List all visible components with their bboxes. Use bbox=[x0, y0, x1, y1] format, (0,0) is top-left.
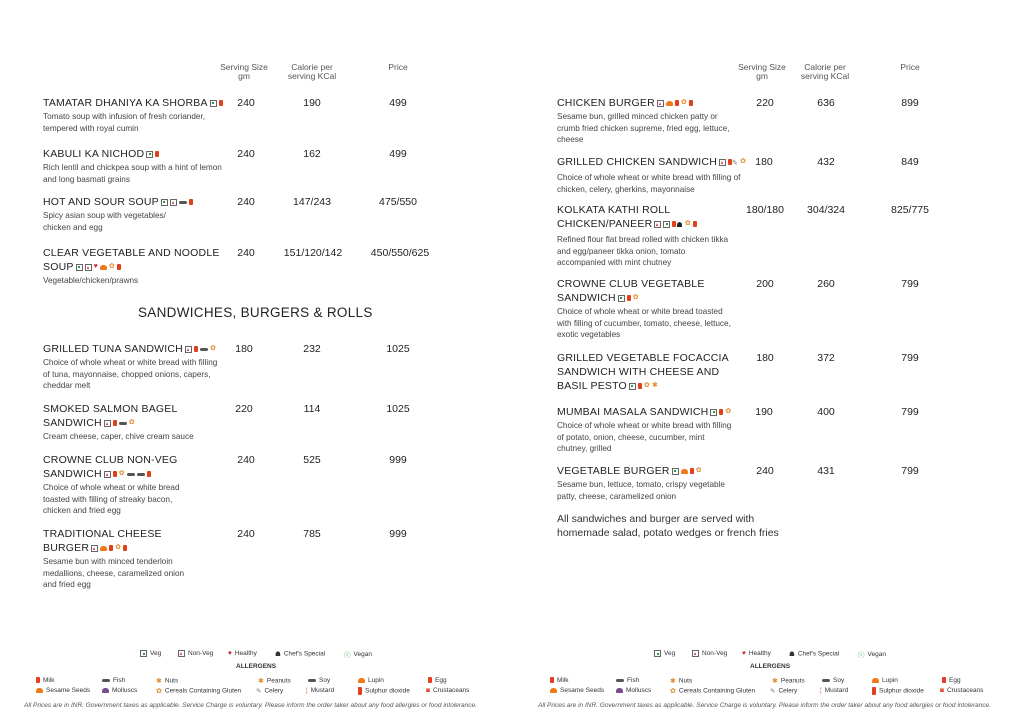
legend-nuts: ✱ Nuts bbox=[156, 677, 179, 685]
crustaceans-icon: ◙ bbox=[426, 687, 430, 694]
egg-icon bbox=[942, 677, 946, 683]
calorie-value: 162 bbox=[303, 148, 321, 160]
veg-icon bbox=[663, 221, 670, 228]
legend-nuts: ✱ Nuts bbox=[670, 677, 693, 685]
calorie-header: Calorie per serving KCal bbox=[287, 62, 337, 81]
gluten-icon: ✿ bbox=[695, 467, 702, 475]
price-value: 899 bbox=[901, 97, 919, 109]
fish-icon bbox=[616, 679, 624, 682]
calorie-value: 636 bbox=[817, 97, 835, 109]
egg-icon bbox=[147, 471, 151, 477]
milk-icon bbox=[550, 677, 554, 683]
lupin-icon bbox=[358, 678, 365, 683]
calorie-value: 431 bbox=[817, 465, 835, 477]
legend-vegan: ⓥ Vegan bbox=[858, 651, 886, 659]
gluten-icon: ✿ bbox=[156, 688, 162, 695]
non-veg-icon bbox=[104, 471, 111, 478]
item-name: GRILLED VEGETABLE FOCACCIA SANDWICH WITH CHEESE AND BASIL PESTO ✿ ✱ bbox=[557, 352, 729, 392]
price-value: 799 bbox=[901, 465, 919, 477]
legend-chefs-special: ☗ Chef's Special bbox=[275, 650, 326, 658]
menu-item bbox=[43, 527, 193, 591]
legend-fish: Fish bbox=[100, 677, 125, 684]
veg-icon bbox=[210, 100, 217, 107]
egg-icon bbox=[123, 545, 127, 551]
nuts-icon: ✱ bbox=[156, 678, 162, 685]
mustard-icon: ¦ bbox=[820, 687, 822, 694]
serving-value: 240 bbox=[237, 247, 255, 259]
sulphur-icon bbox=[872, 687, 876, 695]
celery-icon: ✎ bbox=[732, 160, 739, 167]
sesame-icon bbox=[681, 469, 688, 474]
fish-icon bbox=[119, 422, 127, 425]
sesame-icon bbox=[36, 688, 43, 693]
menu-item bbox=[557, 155, 747, 195]
legend-peanuts: ✱ Peanuts bbox=[258, 677, 291, 685]
gluten-icon: ✿ bbox=[108, 263, 115, 271]
soy-icon bbox=[822, 679, 830, 682]
calorie-value: 432 bbox=[817, 156, 835, 168]
menu-item bbox=[43, 147, 228, 185]
calorie-header: Calorie per serving KCal bbox=[800, 62, 850, 81]
item-description: Spicy asian soup with vegetables/ chicken and egg bbox=[43, 211, 166, 232]
legend-sesame: Sesame Seeds bbox=[548, 687, 604, 694]
item-name: KOLKATA KATHI ROLL CHICKEN/PANEER ☗ ✿ bbox=[557, 203, 717, 233]
menu-item bbox=[43, 402, 228, 443]
gluten-icon: ✿ bbox=[128, 419, 135, 427]
milk-icon bbox=[219, 100, 223, 106]
soy-icon bbox=[127, 473, 135, 476]
item-name: GRILLED TUNA SANDWICH ✿ bbox=[43, 343, 217, 355]
mustard-icon: ¦ bbox=[306, 687, 308, 694]
non-veg-icon bbox=[692, 650, 699, 657]
serving-value: 220 bbox=[756, 97, 774, 109]
legend-sesame: Sesame Seeds bbox=[34, 687, 90, 694]
item-description: Choice of whole wheat or white bread toasted with filling of cucumber, tomato, cheese, lettuce, exotic vegetables bbox=[557, 307, 731, 340]
soy-icon bbox=[308, 679, 316, 682]
item-description: Sesame bun, lettuce, tomato, crispy vegetable patty, cheese, caramelized onion bbox=[557, 480, 725, 501]
chef-hat-icon: ☗ bbox=[789, 651, 795, 658]
legend-non-veg: Non-Veg bbox=[690, 650, 727, 657]
item-description: Choice of whole wheat or white bread with filling of potato, onion, cheese, cucumber, mint chutney, grilled bbox=[557, 421, 732, 454]
gluten-icon: ✿ bbox=[680, 99, 687, 107]
milk-icon bbox=[675, 100, 679, 106]
serving-value: 240 bbox=[237, 454, 255, 466]
legend-healthy: ♥ Healthy bbox=[228, 650, 257, 658]
chef-hat-icon: ☗ bbox=[676, 222, 683, 229]
vegan-icon: ⓥ bbox=[858, 652, 865, 659]
milk-icon bbox=[690, 468, 694, 474]
serving-value: 180 bbox=[755, 156, 773, 168]
calorie-value: 372 bbox=[817, 352, 835, 364]
item-name: SMOKED SALMON BAGEL SANDWICH ✿ bbox=[43, 403, 178, 429]
section-title: SANDWICHES, BURGERS & ROLLS bbox=[138, 305, 373, 320]
price-value: 1025 bbox=[386, 343, 410, 355]
fish-icon bbox=[137, 473, 145, 476]
price-value: 499 bbox=[389, 148, 407, 160]
legend-gluten: ✿ Cereals Containing Gluten bbox=[156, 687, 242, 695]
gluten-icon: ✿ bbox=[643, 382, 650, 390]
sesame-icon bbox=[100, 546, 107, 551]
gluten-icon: ✿ bbox=[632, 294, 639, 302]
calorie-value: 114 bbox=[303, 403, 321, 415]
item-name: CHICKEN BURGER ✿ bbox=[557, 96, 737, 110]
right-page bbox=[514, 0, 1024, 724]
peanuts-icon: ✱ bbox=[772, 678, 778, 685]
serving-value: 200 bbox=[756, 278, 774, 290]
footer-note: All Prices are in INR. Government taxes as applicable. Service Charge is voluntary. Please inform the order taker about any food allergies or food intolerance. bbox=[538, 702, 991, 709]
serving-value: 220 bbox=[235, 403, 253, 415]
legend-celery: ✎ Celery bbox=[256, 687, 284, 695]
legend-milk: Milk bbox=[548, 677, 569, 684]
price-value: 799 bbox=[901, 406, 919, 418]
menu-item bbox=[43, 246, 228, 287]
veg-icon bbox=[618, 295, 625, 302]
serving-value: 240 bbox=[237, 196, 255, 208]
veg-icon bbox=[76, 264, 83, 271]
price-value: 999 bbox=[389, 528, 407, 540]
calorie-value: 260 bbox=[817, 278, 835, 290]
veg-icon bbox=[140, 650, 147, 657]
healthy-icon: ♥ bbox=[742, 650, 746, 657]
non-veg-icon bbox=[104, 420, 111, 427]
item-description: Vegetable/chicken/prawns bbox=[43, 276, 139, 286]
chef-hat-icon: ☗ bbox=[275, 651, 281, 658]
item-description: Refined flour flat bread rolled with chicken tikka and egg/paneer tikka onion, tomato accompanied with mint chutney bbox=[557, 235, 729, 267]
sesame-icon bbox=[666, 101, 673, 106]
molluscs-icon bbox=[102, 688, 109, 693]
legend-veg: Veg bbox=[138, 650, 161, 657]
calorie-value: 525 bbox=[303, 454, 321, 466]
fish-icon bbox=[102, 679, 110, 682]
legend-soy: Soy bbox=[820, 677, 844, 684]
non-veg-icon bbox=[178, 650, 185, 657]
gluten-icon: ✿ bbox=[115, 544, 122, 552]
veg-icon bbox=[161, 199, 168, 206]
legend-milk: Milk bbox=[34, 677, 55, 684]
egg-icon bbox=[189, 199, 193, 205]
item-description: Sesame bun, grilled minced chicken patty or crumb fried chicken supreme, fried egg, lettuce, cheese bbox=[557, 112, 730, 145]
milk-icon bbox=[627, 295, 631, 301]
serving-size-header: Serving Size gm bbox=[738, 62, 786, 81]
serving-value: 180 bbox=[235, 343, 253, 355]
price-value: 1025 bbox=[386, 403, 410, 415]
legend-veg: Veg bbox=[652, 650, 675, 657]
serving-value: 240 bbox=[237, 148, 255, 160]
price-header: Price bbox=[900, 62, 920, 72]
serving-value: 180/180 bbox=[746, 204, 784, 216]
legend-molluscs: Molluscs bbox=[100, 687, 137, 694]
vegan-icon: ⓥ bbox=[344, 652, 351, 659]
milk-icon bbox=[113, 471, 117, 477]
veg-icon bbox=[710, 409, 717, 416]
legend-mustard: ¦ Mustard bbox=[820, 687, 849, 695]
item-name: CROWNE CLUB VEGETABLE SANDWICH ✿ bbox=[557, 278, 705, 304]
serving-value: 240 bbox=[237, 97, 255, 109]
allergens-title: ALLERGENS bbox=[750, 663, 791, 670]
legend-gluten: ✿ Cereals Containing Gluten bbox=[670, 687, 756, 695]
sesame-icon bbox=[100, 265, 107, 270]
item-description: Cream cheese, caper, chive cream sauce bbox=[43, 432, 194, 442]
gluten-icon: ✿ bbox=[740, 158, 747, 166]
calorie-value: 785 bbox=[303, 528, 321, 540]
milk-icon bbox=[155, 151, 159, 157]
gluten-icon: ✿ bbox=[670, 688, 676, 695]
celery-icon: ✎ bbox=[770, 688, 776, 695]
non-veg-icon bbox=[654, 221, 661, 228]
item-name: KABULI KA NICHOD bbox=[43, 147, 218, 161]
healthy-icon: ♥ bbox=[93, 263, 98, 271]
veg-icon bbox=[629, 383, 636, 390]
footer-note: All Prices are in INR. Government taxes as applicable. Service Charge is voluntary. Please inform the order taker about any food allergies or food intolerance. bbox=[24, 702, 477, 709]
non-veg-icon bbox=[719, 159, 726, 166]
legend-mustard: ¦ Mustard bbox=[306, 687, 335, 695]
calorie-value: 151/120/142 bbox=[283, 247, 343, 259]
gluten-icon: ✿ bbox=[209, 345, 217, 353]
price-value: 450/550/625 bbox=[370, 247, 430, 259]
fish-icon bbox=[200, 348, 208, 351]
legend-lupin: Lupin bbox=[870, 677, 898, 684]
gluten-icon: ✿ bbox=[725, 408, 732, 416]
veg-icon bbox=[654, 650, 661, 657]
item-name: HOT AND SOUR SOUP bbox=[43, 195, 233, 209]
veg-icon bbox=[672, 468, 679, 475]
calorie-value: 190 bbox=[303, 97, 321, 109]
menu-item bbox=[557, 351, 729, 393]
sulphur-icon bbox=[358, 687, 362, 695]
item-description: Rich lentil and chickpea soup with a hint of lemon and long basmati grains bbox=[43, 163, 222, 184]
price-header: Price bbox=[388, 62, 408, 72]
legend-sulphur: Sulphur dioxide bbox=[870, 687, 924, 695]
milk-icon bbox=[36, 677, 40, 683]
milk-icon bbox=[109, 545, 113, 551]
lupin-icon bbox=[872, 678, 879, 683]
menu-item bbox=[557, 277, 732, 341]
menu-item bbox=[43, 342, 233, 392]
serving-note: All sandwiches and burger are served with homemade salad, potato wedges or french fries bbox=[557, 513, 779, 539]
price-value: 475/550 bbox=[379, 196, 417, 208]
item-description: Sesame bun with minced tenderloin medallions, cheese, caramelized onion and fried egg bbox=[43, 557, 185, 590]
item-name: CROWNE CLUB NON-VEG SANDWICH ✿ bbox=[43, 454, 178, 480]
legend-lupin: Lupin bbox=[356, 677, 384, 684]
nuts-icon: ✱ bbox=[670, 678, 676, 685]
menu-item bbox=[43, 96, 233, 134]
legend-egg: Egg bbox=[426, 677, 447, 684]
price-value: 799 bbox=[901, 278, 919, 290]
serving-value: 180 bbox=[756, 352, 774, 364]
non-veg-icon bbox=[185, 346, 192, 353]
milk-icon bbox=[719, 409, 723, 415]
item-name: MUMBAI MASALA SANDWICH ✿ bbox=[557, 406, 732, 418]
egg-icon bbox=[689, 100, 693, 106]
menu-item bbox=[557, 405, 747, 455]
serving-value: 240 bbox=[237, 528, 255, 540]
peanuts-icon: ✱ bbox=[258, 678, 264, 685]
legend-celery: ✎ Celery bbox=[770, 687, 798, 695]
item-name: GRILLED CHICKEN SANDWICH ✎ ✿ bbox=[557, 156, 747, 168]
price-value: 849 bbox=[901, 156, 919, 168]
calorie-value: 304/324 bbox=[807, 204, 845, 216]
legend-egg: Egg bbox=[940, 677, 961, 684]
legend-chefs-special: ☗ Chef's Special bbox=[789, 650, 840, 658]
calorie-value: 400 bbox=[817, 406, 835, 418]
nuts-icon: ✱ bbox=[651, 382, 659, 390]
legend-peanuts: ✱ Peanuts bbox=[772, 677, 805, 685]
menu-item bbox=[43, 453, 201, 517]
legend-sulphur: Sulphur dioxide bbox=[356, 687, 410, 695]
milk-icon bbox=[194, 346, 198, 352]
legend-soy: Soy bbox=[306, 677, 330, 684]
serving-value: 240 bbox=[756, 465, 774, 477]
item-name: TRADITIONAL CHEESE BURGER ✿ bbox=[43, 528, 162, 554]
allergens-title: ALLERGENS bbox=[236, 663, 277, 670]
celery-icon: ✎ bbox=[256, 688, 262, 695]
soy-icon bbox=[179, 201, 187, 204]
menu-item bbox=[557, 203, 732, 269]
menu-item bbox=[557, 464, 747, 502]
serving-size-header: Serving Size gm bbox=[220, 62, 268, 81]
menu-item bbox=[43, 195, 233, 233]
item-name: VEGETABLE BURGER ✿ bbox=[557, 465, 702, 477]
price-value: 499 bbox=[389, 97, 407, 109]
price-value: 825/775 bbox=[891, 204, 929, 216]
item-description: Choice of whole wheat or white bread with filling of chicken, celery, gherkins, mayonnaise bbox=[557, 173, 741, 194]
legend-crustaceans: ◙ Crustaceans bbox=[940, 687, 984, 695]
milk-icon bbox=[638, 383, 642, 389]
legend-fish: Fish bbox=[614, 677, 639, 684]
item-description: Choice of whole wheat or white bread with filling of tuna, mayonnaise, chopped onions, capers, cheddar melt bbox=[43, 358, 218, 391]
price-value: 999 bbox=[389, 454, 407, 466]
non-veg-icon bbox=[170, 199, 177, 206]
veg-icon bbox=[146, 151, 153, 158]
healthy-icon: ♥ bbox=[228, 650, 232, 657]
egg-icon bbox=[428, 677, 432, 683]
legend-non-veg: Non-Veg bbox=[176, 650, 213, 657]
calorie-value: 147/243 bbox=[293, 196, 331, 208]
non-veg-icon bbox=[85, 264, 92, 271]
legend-crustaceans: ◙ Crustaceans bbox=[426, 687, 470, 695]
molluscs-icon bbox=[616, 688, 623, 693]
item-name: TAMATAR DHANIYA KA SHORBA bbox=[43, 96, 233, 110]
calorie-value: 232 bbox=[303, 343, 321, 355]
egg-icon bbox=[693, 221, 697, 227]
item-description: Tomato soup with infusion of fresh coriander, tempered with royal cumin bbox=[43, 112, 206, 133]
legend-healthy: ♥ Healthy bbox=[742, 650, 771, 658]
price-value: 799 bbox=[901, 352, 919, 364]
gluten-icon: ✿ bbox=[118, 470, 125, 478]
non-veg-icon bbox=[657, 100, 664, 107]
crustaceans-icon: ◙ bbox=[940, 687, 944, 694]
milk-icon bbox=[113, 420, 117, 426]
item-description: Choice of whole wheat or white bread toasted with filling of streaky bacon, chicken and fried egg bbox=[43, 483, 180, 516]
gluten-icon: ✿ bbox=[684, 220, 691, 228]
menu-item bbox=[557, 96, 739, 146]
item-name: CLEAR VEGETABLE AND NOODLE SOUP ♥ ✿ bbox=[43, 247, 220, 273]
legend-vegan: ⓥ Vegan bbox=[344, 651, 372, 659]
non-veg-icon bbox=[91, 545, 98, 552]
egg-icon bbox=[117, 264, 121, 270]
serving-value: 190 bbox=[755, 406, 773, 418]
sesame-icon bbox=[550, 688, 557, 693]
legend-molluscs: Molluscs bbox=[614, 687, 651, 694]
